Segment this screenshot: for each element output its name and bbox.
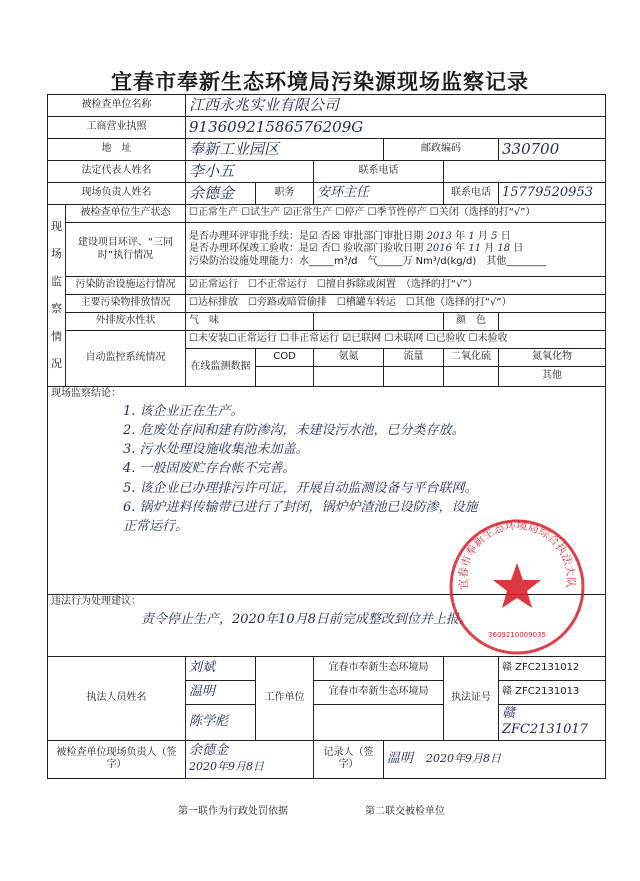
smell-label: 气 味 [186, 313, 314, 331]
work-unit-value: 宜春市奉新生态环境局 [314, 681, 444, 705]
recorder-label: 记录人（签字） [314, 740, 384, 778]
onsite-phone-value: 15779520953 [499, 183, 606, 205]
production-option[interactable]: ☐停产 [335, 207, 365, 219]
col-nox: 氮氧化物 [499, 349, 606, 367]
color-value [499, 313, 606, 331]
copy1-note: 第一联作为行政处罚依据 [178, 806, 288, 817]
onsite-person-label: 现场负责人姓名 [48, 183, 186, 205]
cert-value: 赣 ZFC2131012 [499, 657, 606, 681]
cert-value: 赣 ZFC2131013 [499, 681, 606, 705]
production-option[interactable]: ☐正常生产 [189, 207, 238, 219]
cert-value: 赣 ZFC2131017 [499, 705, 606, 741]
col-ammonia: 氨氮 [314, 349, 384, 367]
val-so2 [444, 367, 499, 387]
findings-label: 现场监察结论： [51, 388, 121, 399]
license-value: 91360921586576209G [186, 117, 606, 139]
facility-label: 污染防治设施运行情况 [66, 277, 186, 295]
signer-label: 被检查单位现场负责人（签字） [48, 740, 186, 778]
onsite-person-value: 余德金 [186, 183, 256, 205]
copy2-note: 第二联交被检单位 [365, 806, 445, 817]
legal-rep-value: 李小五 [186, 161, 314, 183]
seal-number: 3609210009035 [488, 631, 546, 639]
production-status-options [186, 205, 606, 223]
onsite-phone-label: 联系电话 [444, 183, 499, 205]
val-nox: 其他 [499, 367, 606, 387]
enforcer-signature: 刘斌 [186, 657, 256, 681]
official-seal [447, 517, 587, 657]
enforcer-label: 执法人员姓名 [48, 657, 186, 741]
finding-line: 正常运行。 [123, 519, 189, 534]
production-option[interactable]: ☐关闭（选择的打“√”） [429, 207, 536, 219]
side-label: 现 场 监 察 情 况 [48, 205, 66, 387]
discharge-options: ☐达标排放 ☐旁路或暗管偷排 ☐槽罐车转运 ☐其他（选择的打“√”） [186, 295, 606, 313]
val-ammonia [314, 367, 384, 387]
eia-content: 是否办理环评审批手续：是☑ 否☒ 审批部门审批日期 2013 年 1 月 5 日 是否办理环保竣工验收：是☑ 否☐ 验收部门验收日期 2016 年 11 月 18 日 污染防治设施处理能力：水_____m³/d 气_____万 Nm³/d(kg/d) 其他________ [186, 223, 606, 277]
violation-text: 责令停止生产，2020年10月8日前完成整改到位并上报。 [141, 611, 472, 627]
legal-rep-label: 法定代表人姓名 [48, 161, 186, 183]
col-so2: 二氧化硫 [444, 349, 499, 367]
seal-text: 宜春市奉新生态环境局综合执法大队 [456, 518, 578, 591]
production-option[interactable]: ☐试生产 [241, 207, 281, 219]
discharge-label: 主要污染物排放情况 [66, 295, 186, 313]
val-cod [256, 367, 314, 387]
form-title: 宜春市奉新生态环境局污染源现场监察记录 [111, 70, 529, 94]
postcode-value: 330700 [499, 139, 606, 161]
finding-line: 3. 污水处理设施收集池未加盖。 [123, 442, 309, 457]
finding-line: 2. 危废处存间和建有防渗沟，未建设污水池，已分类存放。 [123, 422, 465, 438]
work-unit-value: 宜春市奉新生态环境局 [314, 657, 444, 681]
signer-signature: 余德金 2020年9月8日 [186, 740, 314, 778]
finding-line: 4. 一般固废贮存台帐不完善。 [123, 461, 296, 477]
online-data-label: 在线监测数据 [186, 349, 256, 387]
cert-label: 执法证号 [444, 657, 499, 741]
address-label: 地 址 [48, 139, 186, 161]
position-label: 职务 [256, 183, 314, 205]
legal-phone-value [444, 161, 606, 183]
work-unit-empty [314, 705, 444, 741]
eia-label: 建设项目环评、“三同时”执行情况 [66, 223, 186, 277]
monitor-label: 自动监控系统情况 [66, 331, 186, 387]
position-value: 安环主任 [314, 183, 444, 205]
recorder-signature: 温明 2020年9月8日 [384, 740, 606, 778]
unit-name-value: 江西永兆实业有限公司 [186, 95, 606, 117]
finding-line: 1. 该企业正在生产。 [123, 403, 244, 419]
seal-star-icon [493, 563, 541, 608]
license-label: 工商营业执照 [48, 117, 186, 139]
violation-label: 违法行为处理建议： [51, 596, 141, 607]
col-flow: 流量 [384, 349, 444, 367]
val-flow [384, 367, 444, 387]
col-cod: COD [256, 349, 314, 367]
address-value: 奉新工业园区 [186, 139, 384, 161]
production-option[interactable]: ☐季节性停产 [367, 207, 427, 219]
work-unit-label: 工作单位 [256, 657, 314, 741]
enforcer-signature: 温明 [186, 681, 256, 705]
inspection-form [47, 94, 606, 779]
production-status-label: 被检查单位生产状态 [66, 205, 186, 223]
smell-value [314, 313, 444, 331]
postcode-label: 邮政编码 [384, 139, 499, 161]
enforcer-signature: 陈学彪 [186, 705, 256, 741]
finding-line: 6. 锅炉进料传输带已进行了封闭，锅炉炉渣池已设防渗，设施 [123, 499, 478, 515]
production-option[interactable]: ☑正常生产 [283, 207, 333, 219]
unit-name-label: 被检查单位名称 [48, 95, 186, 117]
monitor-status: ☐未安装☐正常运行 ☐非正常运行 ☑已联网 ☐未联网 ☐已验收 ☐未验收 [186, 331, 606, 349]
exhaust-label: 外排废水性状 [66, 313, 186, 331]
color-label: 颜 色 [444, 313, 499, 331]
facility-options: ☑正常运行 ☐不正常运行 ☐擅自拆除或闲置 （选择的打“√”） [186, 277, 606, 295]
legal-phone-label: 联系电话 [314, 161, 444, 183]
finding-line: 5. 该企业已办理排污许可证，开展自动监测设备与平台联网。 [123, 480, 478, 496]
